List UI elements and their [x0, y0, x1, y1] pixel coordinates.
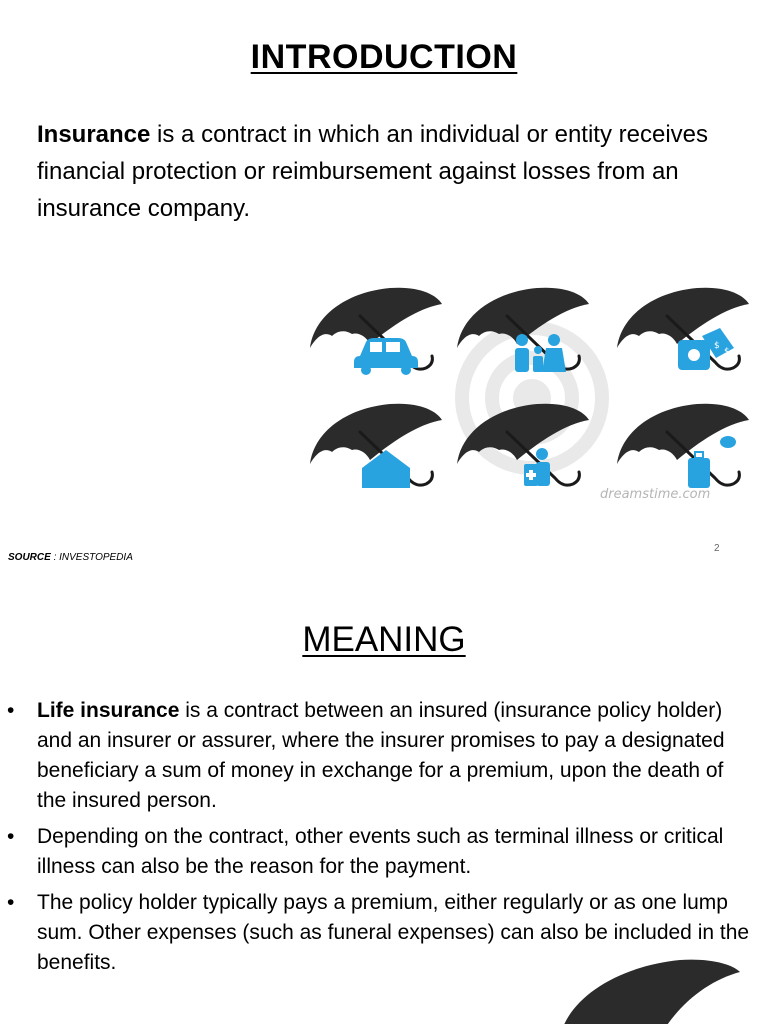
umbrella-travel — [617, 404, 749, 488]
page-number: 2 — [714, 543, 720, 554]
umbrella-safe — [617, 288, 749, 370]
bullet-marker: • — [7, 825, 15, 848]
bullet-text: The policy holder typically pays a premium, either regularly or as one lump sum. Other expenses (such as funeral expenses) can also be included in the benefits. — [37, 891, 750, 974]
source-value: : INVESTOPEDIA — [50, 552, 133, 563]
list-item — [0, 696, 768, 816]
watermark-text: dreamstime.com — [600, 487, 711, 502]
bullet-text: is a contract between an insured (insurance policy holder) and an insurer or assurer, where the insurer promises to pay a designated beneficiary a sum of money in exchange for a premium, upon the death of the insured person. — [37, 699, 725, 812]
slide-separator — [0, 578, 768, 596]
svg-text:$: $ — [714, 341, 720, 351]
bullet-text: Depending on the contract, other events such as terminal illness or critical illness can also be the reason for the payment. — [37, 825, 724, 878]
umbrella-car — [310, 288, 442, 375]
bullet-marker: • — [7, 699, 15, 722]
umbrella-house — [310, 404, 442, 488]
insurance-umbrellas-illustration — [300, 278, 768, 513]
bullet-list — [0, 696, 768, 984]
list-item — [0, 822, 768, 882]
intro-bold-term: Insurance — [37, 121, 151, 148]
umbrella-partial-illustration — [560, 956, 750, 1024]
car-icon — [354, 338, 418, 375]
family-icon — [515, 334, 566, 372]
intro-text: is a contract in which an individual or entity receives financial protection or reimbursement against losses from an insurance company. — [37, 121, 708, 222]
section-title: MEANING — [302, 620, 466, 659]
source-citation — [8, 552, 133, 563]
page-title: INTRODUCTION — [250, 38, 518, 76]
svg-text:$: $ — [724, 347, 730, 357]
slide-meaning — [0, 596, 768, 1024]
bullet-bold-term: Life insurance — [37, 699, 180, 722]
source-label: SOURCE — [8, 552, 51, 563]
bullet-marker: • — [7, 891, 15, 914]
intro-paragraph — [37, 116, 737, 227]
